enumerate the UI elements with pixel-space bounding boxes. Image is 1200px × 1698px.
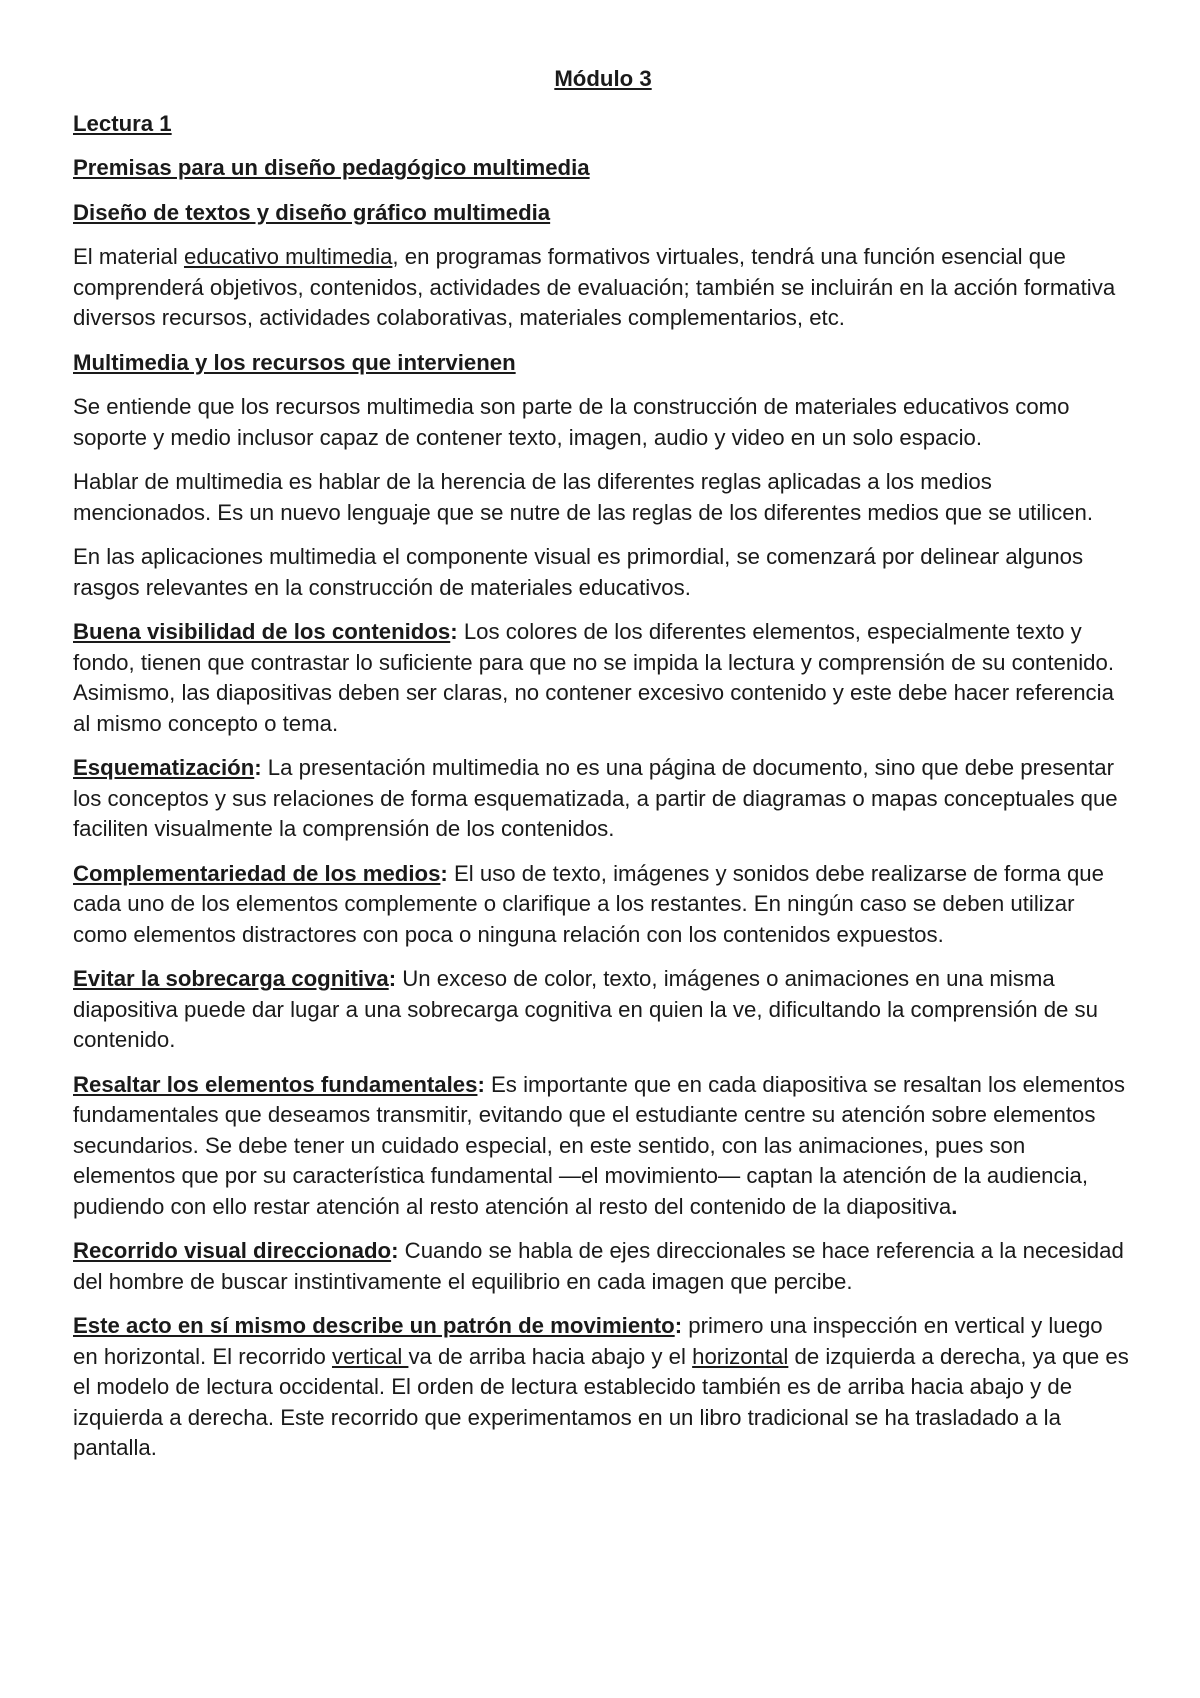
- item-colon: :: [388, 966, 397, 991]
- item-text: Un exceso de color, texto, imágenes o animaciones en una misma diapositiva puede dar lugar a una sobrecarga cognitiva en quien la ve, dificultando la comprensión de su contenido.: [73, 966, 1098, 1052]
- item-text: primero una inspección en vertical y luego en horizontal. El recorrido: [73, 1313, 1103, 1369]
- item-colon: :: [477, 1071, 485, 1097]
- item-text: El uso de texto, imágenes y sonidos debe realizarse de forma que cada uno de los elementos complemente o clarifique a los restantes. En ningún caso se deben utilizar como elementos distractores con poca o ninguna relación con los contenidos expuestos.: [73, 860, 1104, 947]
- lectura-heading: Lectura 1: [73, 110, 172, 136]
- item-recorrido: [73, 1236, 1133, 1297]
- item-visibilidad: [73, 617, 1133, 739]
- document-title: Módulo 3: [554, 66, 652, 91]
- item-patron-movimiento: [73, 1311, 1133, 1464]
- item-colon: :: [450, 619, 458, 644]
- item-colon: :: [254, 755, 262, 780]
- paragraph-recursos: Se entiende que los recursos multimedia son parte de la construcción de materiales educativos como soporte y medio inclusor capaz de contener texto, imagen, audio y video en un solo espacio.: [73, 394, 1070, 450]
- diseno-heading: Diseño de textos y diseño gráfico multimedia: [73, 199, 551, 225]
- item-esquematizacion: [73, 753, 1133, 845]
- item-term: Evitar la sobrecarga cognitiva: [73, 966, 389, 991]
- recursos-heading: Multimedia y los recursos que intervienen: [73, 349, 516, 375]
- paragraph-herencia: Hablar de multimedia es hablar de la herencia de las diferentes reglas aplicadas a los medios mencionados. Es un nuevo lenguaje que se nutre de las reglas de los diferentes medios que se utilicen.: [73, 469, 1094, 525]
- item-complementariedad: [73, 859, 1133, 951]
- item-term: Este acto en sí mismo describe un patrón de movimiento: [73, 1313, 675, 1338]
- item-colon: :: [391, 1238, 399, 1263]
- paragraph-text: El material: [73, 244, 184, 269]
- item-colon: :: [674, 1313, 683, 1338]
- item-colon: :: [440, 860, 448, 886]
- item-end: .: [951, 1193, 958, 1219]
- item-text: Es importante que en cada diapositiva se resaltan los elementos fundamentales que deseamos transmitir, evitando que el estudiante centre su atención sobre elementos secundarios. Se debe tener un cuidado especial, en este sentido, con las animaciones, pues son elementos que por su característica fundamental —el movimiento— captan la atención de la audiencia, pudiendo con ello restar atención al resto atención al resto del contenido de la diapositiva: [73, 1071, 1125, 1219]
- underlined-term: educativo multimedia: [183, 244, 393, 269]
- item-term: Buena visibilidad de los contenidos: [73, 619, 451, 644]
- item-term: Resaltar los elementos fundamentales: [73, 1071, 478, 1097]
- item-term: Recorrido visual direccionado: [73, 1238, 392, 1263]
- paragraph-text: , en programas formativos virtuales, tendrá una función esencial que comprenderá objetivos, contenidos, actividades de evaluación; también se incluirán en la acción formativa diversos recursos, actividades colaborativas, materiales complementarios, etc.: [73, 244, 1116, 330]
- item-term: Complementariedad de los medios: [73, 860, 441, 886]
- item-text: Cuando se habla de ejes direccionales se hace referencia a la necesidad del hombre de buscar instintivamente el equilibrio en cada imagen que percibe.: [73, 1238, 1124, 1294]
- item-text: de izquierda a derecha, ya que es el modelo de lectura occidental. El orden de lectura establecido también es de arriba hacia abajo y de izquierda a derecha. Este recorrido que experimentamos en un libro tradicional se ha trasladado a la pantalla.: [73, 1343, 1129, 1460]
- item-text: Los colores de los diferentes elementos, especialmente texto y fondo, tienen que contrastar lo suficiente para que no se impida la lectura y comprensión de su contenido. Asimismo, las diapositivas deben ser claras, no contener excesivo contenido y este debe hacer referencia al mismo concepto o tema.: [73, 619, 1114, 736]
- item-resaltar: [73, 1070, 1133, 1223]
- underlined-term: vertical: [331, 1343, 409, 1369]
- paragraph-componente-visual: En las aplicaciones multimedia el componente visual es primordial, se comenzará por delinear algunos rasgos relevantes en la construcción de materiales educativos.: [73, 544, 1084, 600]
- item-sobrecarga: [73, 964, 1133, 1056]
- item-text: va de arriba hacia abajo y el: [408, 1343, 693, 1369]
- item-term: Esquematización: [73, 755, 255, 780]
- underlined-term: horizontal: [692, 1343, 789, 1369]
- premisas-heading: Premisas para un diseño pedagógico multimedia: [73, 155, 590, 180]
- paragraph-material: [73, 242, 1133, 334]
- document-page: [73, 64, 1133, 1478]
- item-text: La presentación multimedia no es una página de documento, sino que debe presentar los conceptos y sus relaciones de forma esquematizada, a partir de diagramas o mapas conceptuales que faciliten visualmente la comprensión de los contenidos.: [73, 755, 1118, 841]
